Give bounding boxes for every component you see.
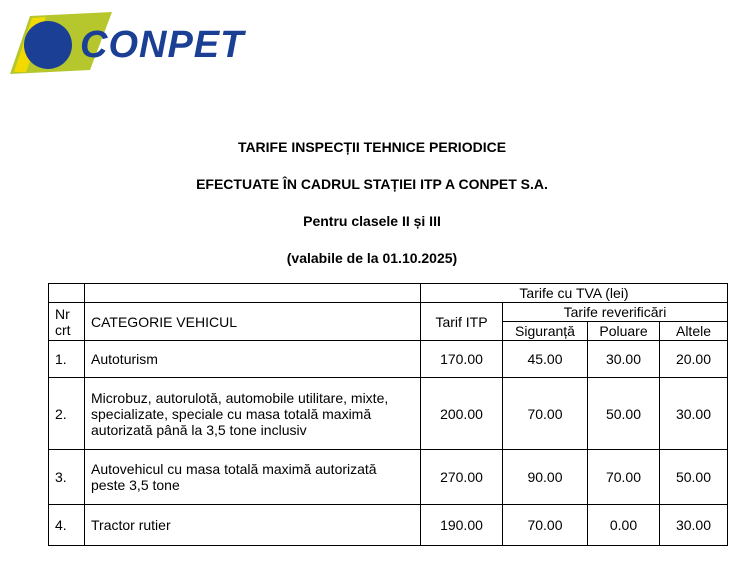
heading-line-3: Pentru clasele II și III	[303, 213, 441, 229]
row-poluare: 50.00	[588, 378, 660, 450]
heading-line-2: EFECTUATE ÎN CADRUL STAȚIEI ITP A CONPET S.A.	[196, 176, 548, 192]
row-nr: 3.	[49, 450, 85, 505]
header-tarife-tva: Tarife cu TVA (lei)	[421, 284, 728, 303]
row-tarif-itp: 190.00	[421, 505, 503, 546]
logo-wordmark: CONPET	[80, 24, 245, 66]
conpet-logo	[10, 12, 272, 76]
table-row	[49, 341, 728, 378]
heading-line-1: TARIFE INSPECȚII TEHNICE PERIODICE	[237, 139, 507, 155]
row-nr: 2.	[49, 378, 85, 450]
row-poluare: 70.00	[588, 450, 660, 505]
tariff-table	[48, 283, 728, 546]
row-altele: 20.00	[660, 341, 728, 378]
row-poluare: 0.00	[588, 505, 660, 546]
header-empty-cell	[49, 284, 85, 303]
row-nr: 1.	[49, 341, 85, 378]
header-empty-cell	[85, 284, 421, 303]
table-row	[49, 450, 728, 505]
row-categorie: Autovehicul cu masa totală maximă autorizată peste 3,5 tone	[85, 450, 421, 505]
header-categorie: CATEGORIE VEHICUL	[85, 303, 421, 341]
header-tarif-itp: Tarif ITP	[421, 303, 503, 341]
row-siguranta: 90.00	[503, 450, 588, 505]
row-categorie: Tractor rutier	[85, 505, 421, 546]
heading-line-4: (valabile de la 01.10.2025)	[286, 250, 458, 266]
table-row	[49, 505, 728, 546]
row-tarif-itp: 170.00	[421, 341, 503, 378]
table-header-row-1	[49, 284, 728, 303]
row-siguranta: 45.00	[503, 341, 588, 378]
row-nr: 4.	[49, 505, 85, 546]
row-altele: 50.00	[660, 450, 728, 505]
header-tarife-reverificari: Tarife reverificări	[503, 303, 728, 322]
row-poluare: 30.00	[588, 341, 660, 378]
header-poluare: Poluare	[588, 322, 660, 341]
row-siguranta: 70.00	[503, 505, 588, 546]
row-altele: 30.00	[660, 505, 728, 546]
row-categorie: Autoturism	[85, 341, 421, 378]
header-nr-crt: Nr crt	[49, 303, 85, 341]
table-header-row-2	[49, 303, 728, 322]
table-row	[49, 378, 728, 450]
row-altele: 30.00	[660, 378, 728, 450]
row-categorie: Microbuz, autorulotă, automobile utilitare, mixte, specializate, speciale cu masa totală maximă autorizată până la 3,5 tone inclusiv	[85, 378, 421, 450]
row-tarif-itp: 270.00	[421, 450, 503, 505]
row-siguranta: 70.00	[503, 378, 588, 450]
header-altele: Altele	[660, 322, 728, 341]
row-tarif-itp: 200.00	[421, 378, 503, 450]
header-siguranta: Siguranță	[503, 322, 588, 341]
